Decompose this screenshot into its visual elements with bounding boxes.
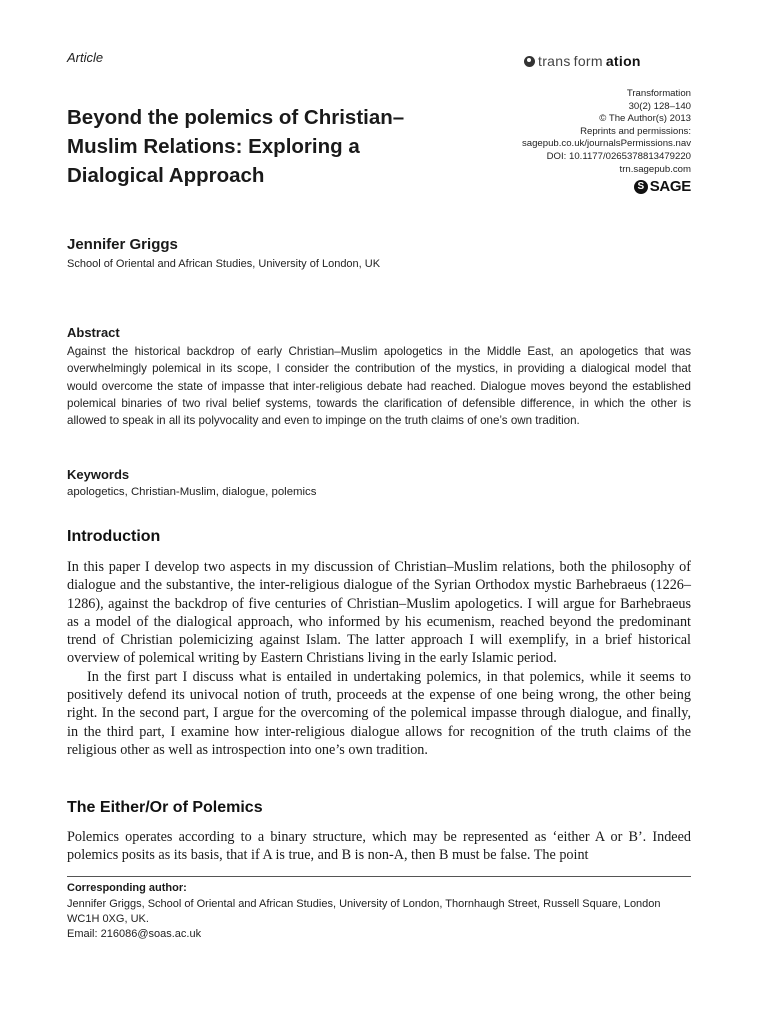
author-name: Jennifer Griggs bbox=[67, 236, 178, 253]
keywords-text: apologetics, Christian-Muslim, dialogue, polemics bbox=[67, 486, 317, 498]
abstract-text: Against the historical backdrop of early Christian–Muslim apologetics in the Middle East, an apologetics that was overwhelmingly polemical in its scope, I consider the contribution of the mystics, in providing a dialogical model that would overcome the state of impasse that inter-religious debate had reached. Dialogue moves beyond the established polemical binaries of two rival belief systems, towards the clarification of defensible difference, in which the other is allowed to speak in all its polyvocality and even to impinge on the truth claims of one’s own tradition. bbox=[67, 345, 691, 428]
article-title bbox=[67, 103, 477, 190]
corresponding-author-details bbox=[67, 897, 691, 942]
journal-url[interactable]: trn.sagepub.com bbox=[619, 163, 691, 175]
copyright: © The Author(s) 2013 bbox=[599, 113, 691, 125]
globe-icon bbox=[524, 56, 535, 67]
keywords-heading: Keywords bbox=[67, 467, 130, 482]
either-or-heading: The Either/Or of Polemics bbox=[67, 799, 263, 816]
article-type-label: Article bbox=[67, 50, 104, 65]
body-paragraph: In the first part I discuss what is entailed in undertaking polemics, in that polemics, while it seems to positively defend its univocal notion of truth, proceeds at the expense of one being wrong, the other being right. In the second part, I argue for the overcoming of the polemical impasse through dialogue, and finally, in the third part, I examine how inter-religious dialogue allows for recognition of the truth claims of the religious other as well as introspection into one’s own tradition. bbox=[67, 668, 691, 758]
corresponding-author-heading: Corresponding author: bbox=[67, 882, 187, 894]
title-line: Beyond the polemics of Christian– bbox=[67, 106, 405, 129]
introduction-body bbox=[67, 558, 691, 759]
publication-metadata bbox=[441, 88, 691, 176]
body-paragraph: Polemics operates according to a binary structure, which may be represented as ‘either A or B’. Indeed polemics posits as its basis, that if A is true, and B is non-A, then B must be false. The point bbox=[67, 829, 691, 864]
footnote-divider bbox=[67, 876, 691, 877]
corresponding-email[interactable]: Email: 216086@soas.ac.uk bbox=[67, 928, 202, 940]
journal-logo-middle: form bbox=[573, 53, 603, 69]
permissions-link[interactable]: sagepub.co.uk/journalsPermissions.nav bbox=[521, 138, 691, 150]
body-paragraph: In this paper I develop two aspects in my discussion of Christian–Muslim relations, both the philosophy of dialogue and the substantive, the inter-religious dialogue of the Syrian Orthodox mystic Barhebraeus (1226–1286), against the backdrop of five centuries of Christian–Muslim apologetics. I will argue for Barhebraeus as a model of the dialogical approach, who informed by his ecumenism, reached beyond the predominant trend of Christian polemicizing against Islam. The latter approach I will exemplify, in a brief historical overview of polemical writing by Eastern Christians living in the early Islamic period. bbox=[67, 559, 691, 667]
journal-name: Transformation bbox=[626, 88, 691, 99]
journal-logo bbox=[524, 53, 641, 69]
abstract-heading: Abstract bbox=[67, 325, 120, 340]
title-line: Dialogical Approach bbox=[67, 164, 265, 187]
journal-logo-prefix: trans bbox=[538, 53, 571, 69]
introduction-heading: Introduction bbox=[67, 528, 161, 545]
sage-s-icon: S bbox=[634, 180, 648, 194]
volume-pages: 30(2) 128–140 bbox=[628, 100, 691, 112]
publisher-logo-text: SAGE bbox=[649, 178, 691, 195]
either-or-body bbox=[67, 828, 691, 865]
reprints-label: Reprints and permissions: bbox=[580, 125, 691, 137]
journal-logo-suffix: ation bbox=[605, 53, 641, 69]
author-affiliation: School of Oriental and African Studies, University of London, UK bbox=[67, 258, 381, 270]
corresponding-address: Jennifer Griggs, School of Oriental and African Studies, University of London, Thornhaugh Street, Russell Square, London WC1H 0XG, UK. bbox=[67, 898, 661, 925]
title-line: Muslim Relations: Exploring a bbox=[67, 135, 360, 158]
publisher-logo bbox=[634, 178, 691, 195]
doi[interactable]: DOI: 10.1177/0265378813479220 bbox=[546, 150, 691, 162]
